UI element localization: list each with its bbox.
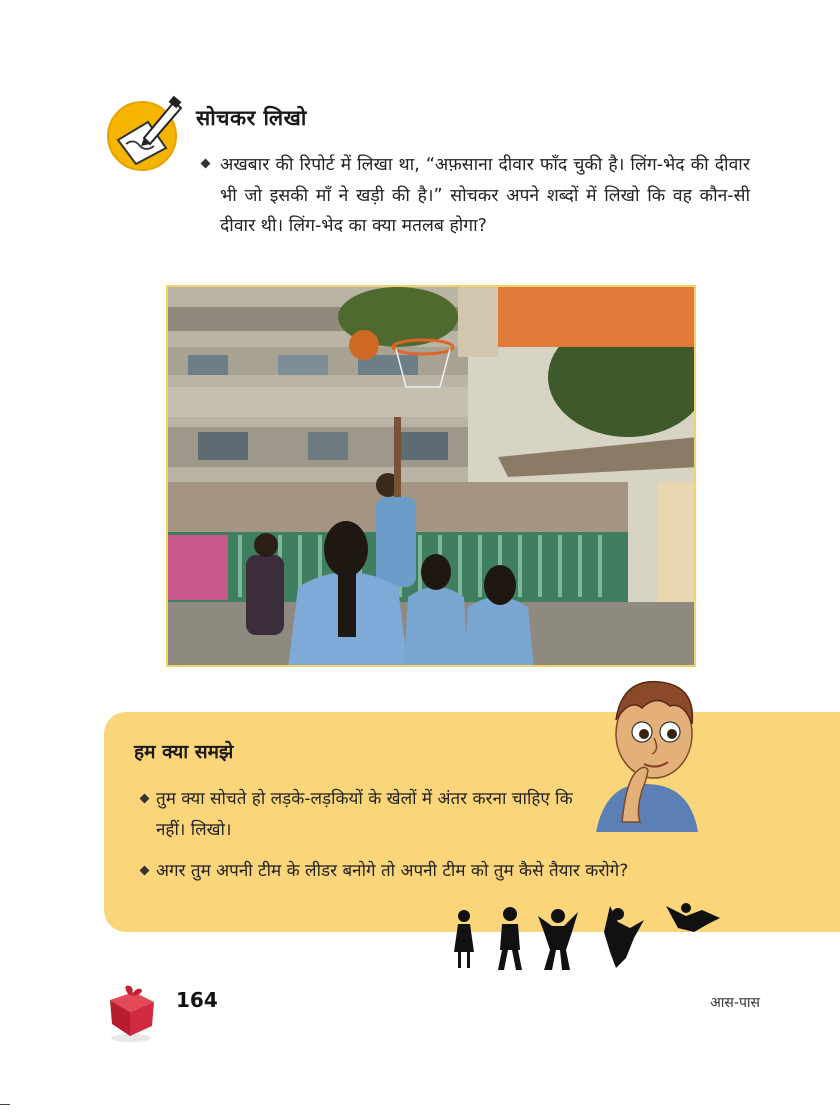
basketball-photo <box>166 285 696 667</box>
question-item: अगर तुम अपनी टीम के लीडर बनोगे तो अपनी टीम को तुम कैसे तैयार करोगे? <box>156 861 629 881</box>
section-title: सोचकर लिखो <box>196 106 307 130</box>
crop-mark <box>0 1104 10 1105</box>
panel-title: हम क्या समझे <box>134 741 234 763</box>
question-item: तुम क्या सोचते हो लड़के-लड़कियों के खेलों में अंतर करना चाहिए कि नहीं। लिखो। <box>156 789 573 840</box>
pencil-paper-icon <box>104 94 184 172</box>
section-paragraph: अखबार की रिपोर्ट में लिखा था, “अफ़साना दीवार फाँद चुकी है। लिंग-भेद की दीवार भी जो इसकी माँ ने खड़ी की है।” सोचकर अपने शब्दों में लिखो कि वह कौन-सी दीवार थी। लिंग-भेद का क्या मतलब होगा? <box>220 155 750 236</box>
book-name: आस-पास <box>710 995 760 1011</box>
thinking-boy-illustration <box>586 672 706 832</box>
page-number: 164 <box>176 988 218 1012</box>
bullet-marker <box>201 159 211 169</box>
gift-box-icon <box>104 982 158 1042</box>
children-silhouettes <box>440 902 730 974</box>
